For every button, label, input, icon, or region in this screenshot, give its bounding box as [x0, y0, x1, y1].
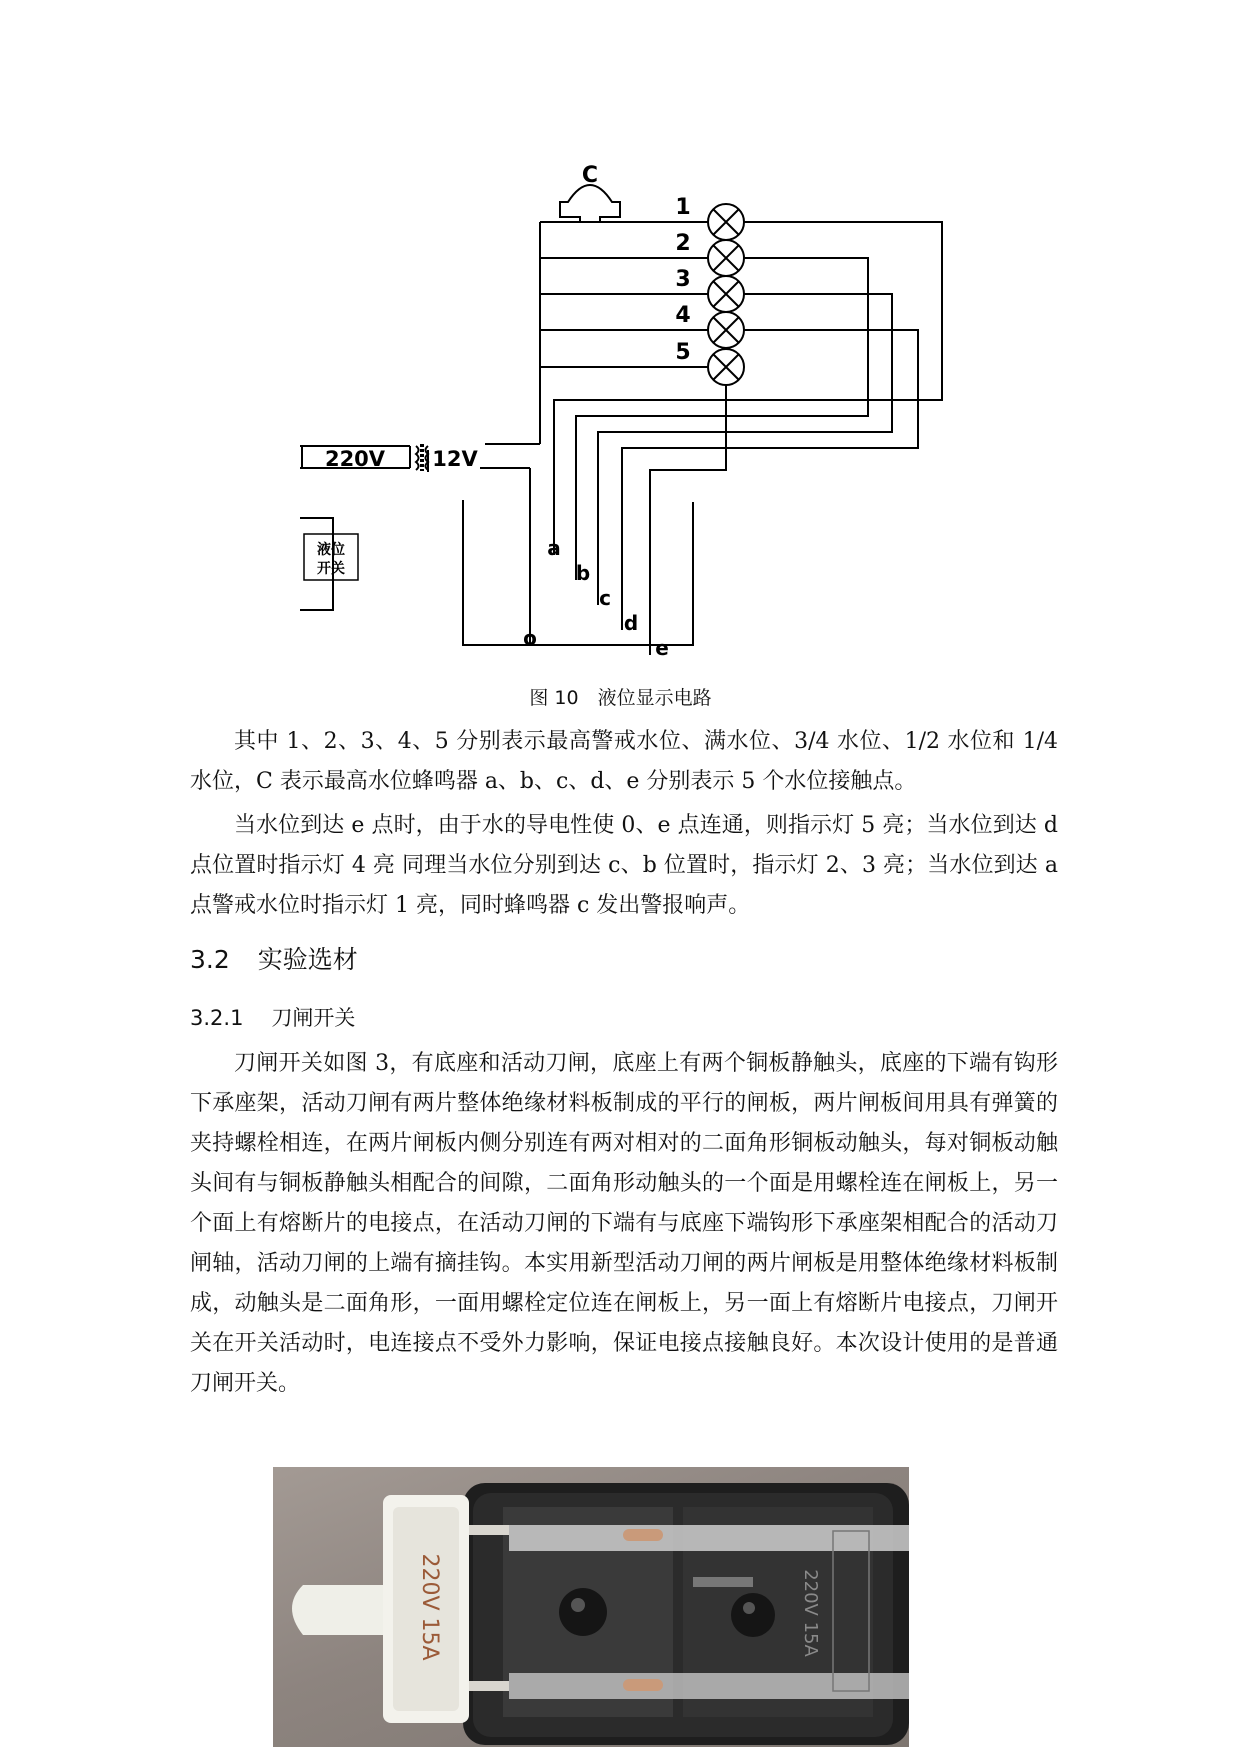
fuse-rating-text: 220V 15A [417, 1553, 442, 1661]
section-heading [190, 940, 358, 976]
knife-switch-photo [273, 1467, 909, 1747]
section-title: 实验选材 [257, 945, 358, 974]
primary-voltage-label: 220V [324, 447, 386, 471]
contact-label-e: e [655, 636, 669, 660]
lamp-2 [708, 240, 744, 276]
subsection-title: 刀闸开关 [271, 1006, 356, 1030]
contact-label-d: d [623, 611, 639, 635]
lamp-4 [708, 312, 744, 348]
liquid-level-circuit-diagram [300, 150, 960, 660]
lamp-label-4: 4 [675, 303, 691, 328]
lamp-label-1: 1 [675, 195, 691, 220]
buzzer-label: C [581, 163, 599, 188]
contact-label-a: a [547, 536, 561, 560]
lamp-1 [708, 204, 744, 240]
lamp-3 [708, 276, 744, 312]
lamp-label-5: 5 [675, 340, 691, 365]
subsection-heading [190, 1002, 355, 1032]
paragraph-knife-switch: 刀闸开关如图 3，有底座和活动刀闸，底座上有两个铜板静触头，底座的下端有钩形下承座架，活动刀闸有两片整体绝缘材料板制成的平行的闸板，两片闸板间用具有弹簧的夹持螺栓相连，在两片闸板内侧分别连有两对相对的二面角形铜板动触头，每对铜板动触头间有与铜板静触头相配合的间隙，二面角形动触头的一个面是用螺栓连在闸板上，另一个面上有熔断片的电接点，在活动刀闸的下端有与底座下端钩形下承座架相配合的活动刀闸轴，活动刀闸的上端有摘挂钩。本实用新型活动刀闸的两片闸板是用整体绝缘材料板制成，动触头是二面角形，一面用螺栓定位连在闸板上，另一面上有熔断片电接点，刀闸开关在开关活动时，电连接点不受外力影响，保证电接点接触良好。本次设计使用的是普通刀闸开关。 [190, 1051, 1058, 1396]
contact-label-b: b [575, 561, 591, 585]
section-number: 3.2 [190, 945, 230, 974]
lamp-5 [708, 349, 744, 385]
lamp-label-3: 3 [675, 267, 691, 292]
paragraph-circuit-operation: 当水位到达 e 点时，由于水的导电性使 0、e 点连通，则指示灯 5 亮；当水位到达 d 点位置时指示灯 4 亮 同理当水位分别到达 c、b 位置时，指示灯 2、3 亮；当水位到达 a 点警戒水位时指示灯 1 亮，同时蜂鸣器 c 发出警报响声。 [190, 813, 1058, 918]
base-rating-text: 220V 15A [800, 1569, 821, 1657]
secondary-voltage-label: 12V [432, 447, 478, 471]
figure-caption: 图 10 液位显示电路 [529, 687, 712, 709]
contact-label-c: c [599, 586, 611, 610]
buzzer-symbol [560, 185, 620, 222]
switch-label-line2: 开关 [317, 561, 345, 577]
lamp-label-2: 2 [675, 231, 691, 256]
contact-label-o: o [523, 626, 537, 650]
subsection-number: 3.2.1 [190, 1006, 244, 1030]
paragraph-level-description: 其中 1、2、3、4、5 分别表示最高警戒水位、满水位、3/4 水位、1/2 水位和 1/4 水位，C 表示最高水位蜂鸣器 a、b、c、d、e 分别表示 5 个水位接触点。 [190, 729, 1058, 794]
switch-label-line1: 液位 [317, 542, 345, 558]
